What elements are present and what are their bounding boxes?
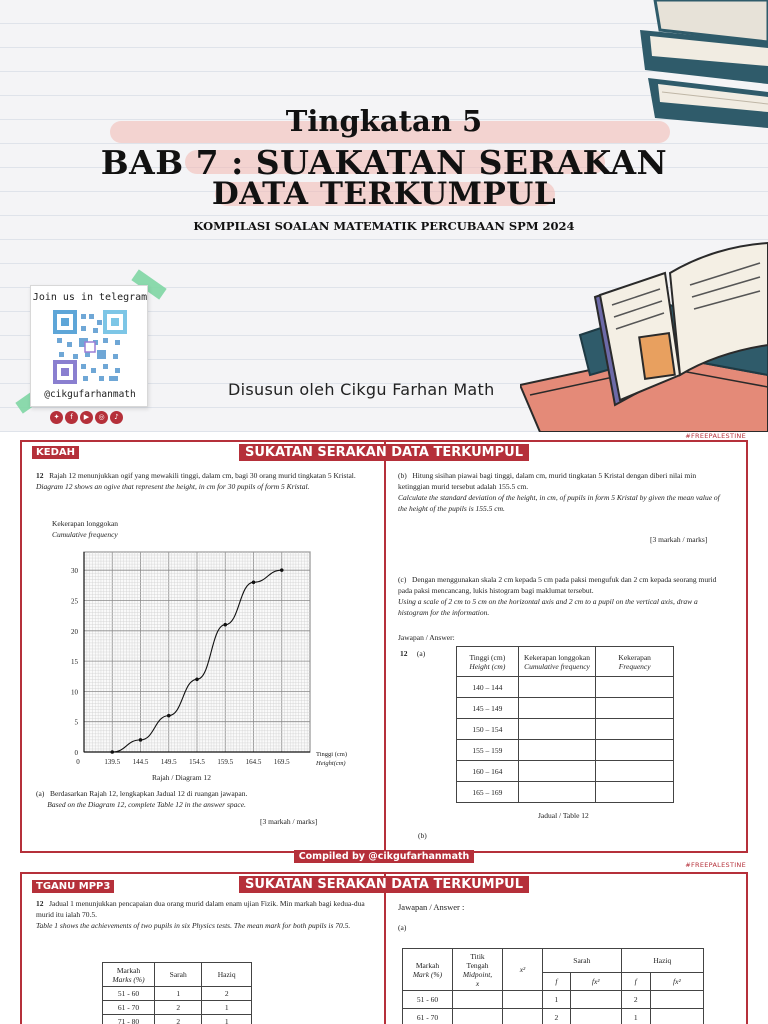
table-row: 160 – 164 (457, 761, 674, 782)
telegram-label: Join us in telegram (32, 292, 148, 303)
panel1-header (0, 441, 768, 461)
x-tick-label: 0 (76, 758, 80, 766)
facebook-icon[interactable]: f (65, 411, 78, 424)
social-icons (50, 411, 123, 424)
part-b-marks: [3 markah / marks] (650, 535, 708, 544)
x-axis-label: Tinggi (cm) (316, 751, 347, 758)
column-divider (384, 874, 386, 1024)
marks-table: Markah Marks (%) Sarah Haziq 51 - 60 1 2 61 - 70 2 1 71 - 80 2 1 (102, 962, 252, 1024)
y-tick-label: 25 (71, 597, 78, 606)
cover-title-form: Tingkatan 5 (285, 104, 483, 138)
x-axis-label: Height(cm) (316, 760, 346, 767)
question-panel-kedah (20, 440, 748, 853)
table-row: 150 – 154 (457, 719, 674, 740)
y-axis-label: Kekerapan longgokan Cumulative frequency (52, 519, 119, 539)
y-tick-label: 10 (71, 688, 78, 697)
tiktok-icon[interactable]: ♪ (110, 411, 123, 424)
x-tick-label: 164.5 (245, 758, 262, 766)
state-tag-tganu: TGANU MPP3 (32, 880, 114, 893)
qr-code-icon[interactable] (53, 310, 127, 384)
youtube-icon[interactable]: ▶ (80, 411, 93, 424)
panel2-title: SUKATAN SERAKAN DATA TERKUMPUL (239, 876, 529, 893)
panel2-header (0, 873, 768, 893)
question-text: 12 Rajah 12 menunjukkan ogif yang mewakili tinggi, dalam cm, bagi 30 orang murid tingkatan 5 Kristal. Diagram 12 shows an ogive that represent the height, in cm for 30 pupils of form 5 Kristal. (36, 471, 356, 491)
x-tick-label: 169.5 (273, 758, 290, 766)
answer-label: Jawapan / Answer : (398, 902, 465, 912)
twitter-icon[interactable]: ✦ (50, 411, 63, 424)
panel1-title: SUKATAN SERAKAN DATA TERKUMPUL (239, 444, 529, 461)
y-tick-label: 5 (74, 718, 78, 727)
x-tick-label: 144.5 (132, 758, 149, 766)
diagram-caption: Rajah / Diagram 12 (152, 773, 211, 782)
data-point (280, 568, 284, 572)
table-row: 145 – 149 (457, 698, 674, 719)
table-row: 155 – 159 (457, 740, 674, 761)
table-row: 71 - 80 2 1 (103, 1015, 252, 1024)
cover-subtitle: KOMPILASI SOALAN MATEMATIK PERCUBAAN SPM 2024 (193, 219, 575, 233)
answer-table: Markah Mark (%) Titik Tengah Midpoint, x x² Sarah Haziq f fx² f fx² 51 - 60 1 2 61 - 70 2 1 (402, 948, 704, 1024)
answer-table-12: Tinggi (cm) Height (cm) Kekerapan longgokan Cumulative frequency Kekerapan Frequency 140 – 144 145 – 149 150 – 154 155 – 159 160 – 164 165 – 169 (456, 646, 674, 803)
question-text-ms: Rajah 12 menunjukkan ogif yang mewakili tinggi, dalam cm, bagi 30 orang murid tingkatan 5 Kristal. (49, 471, 356, 480)
data-point (139, 738, 143, 742)
data-point (110, 750, 114, 754)
column-divider (384, 442, 386, 851)
part-a: (a) Berdasarkan Rajah 12, lengkapkan Jadual 12 di ruangan jawapan. Based on the Diagram 12, complete Table 12 in the answer space. (36, 789, 248, 809)
data-point (195, 677, 199, 681)
cover-title-chapter: BAB 7 : SUAKATAN SERAKAN (100, 143, 668, 182)
answer-part-a: (a) (398, 923, 407, 932)
y-tick-label: 30 (71, 567, 78, 576)
answer-label: Jawapan / Answer: (398, 633, 455, 642)
answer-number: 12 (a) (400, 649, 426, 658)
table-row: 61 - 70 2 1 (103, 1001, 252, 1015)
x-tick-label: 159.5 (217, 758, 234, 766)
y-tick-label: 15 (71, 658, 78, 667)
answer-part-b: (b) (418, 831, 427, 840)
y-tick-label: 0 (74, 749, 78, 757)
table-row: 140 – 144 (457, 677, 674, 698)
hashtag-label: #FREEPALESTINE (685, 861, 746, 869)
question-text-en: Diagram 12 shows an ogive that represent the height, in cm for 30 pupils of form 5 Kristal. (36, 482, 310, 491)
x-tick-label: 149.5 (160, 758, 177, 766)
telegram-handle: @cikgufarhanmath (44, 389, 136, 400)
book-stack-icon (600, 0, 768, 130)
x-tick-label: 154.5 (189, 758, 205, 766)
cover-banner (0, 0, 768, 432)
compiled-by: Compiled by @cikgufarhanmath (0, 844, 768, 863)
table-row: 51 - 60 1 2 (103, 987, 252, 1001)
data-point (252, 581, 256, 585)
cover-title-topic: DATA TERKUMPUL (211, 176, 557, 212)
telegram-card[interactable] (30, 285, 148, 407)
table-row: 51 - 60 1 2 (403, 991, 704, 1009)
part-c: (c) Dengan menggunakan skala 2 cm kepada 5 cm pada paksi mengufuk dan 2 cm kepada seorang murid pada paksi mencancang, lukis histogram bagi maklumat tersebut. Using a scale of 2 cm to 5 cm on the horizontal axis and 2 cm to a pupil on the vertical axis, draw a histogram for the information. (398, 575, 717, 617)
author-credit: Disusun oleh Cikgu Farhan Math (228, 380, 495, 399)
open-book-icon (520, 225, 768, 432)
x-tick-label: 139.5 (104, 758, 121, 766)
part-b: (b) Hitung sisihan piawai bagi tinggi, dalam cm, murid tingkatan 5 Kristal dengan diberi nilai min ketinggian murid tersebut adalah 155.5 cm. Calculate the standard deviation of the height, in cm, of pupils in form 5 Kristal by given the mean value of the height of the pupils is 155.5 cm. (398, 471, 720, 513)
data-point (167, 714, 171, 718)
question-text: 12 Jadual 1 menunjukkan pencapaian dua orang murid dalam enam ujian Fizik. Min markah bagi kedua-dua murid itu ialah 70.5. Table 1 shows the achievements of two pupils in six Physics tests. The mean mark for both pupils is 70.5. (36, 899, 365, 930)
hashtag-label: #FREEPALESTINE (685, 432, 746, 440)
y-tick-label: 20 (71, 627, 78, 636)
table-row: 61 - 70 2 1 (403, 1009, 704, 1024)
table-row: 165 – 169 (457, 782, 674, 803)
part-a-marks: [3 markah / marks] (260, 817, 318, 826)
data-point (223, 623, 227, 627)
instagram-icon[interactable]: ◎ (95, 411, 108, 424)
table-caption: Jadual / Table 12 (538, 811, 589, 820)
ogive-chart (32, 542, 372, 772)
question-panel-tganu (20, 872, 748, 1024)
state-tag-kedah: KEDAH (32, 446, 79, 459)
